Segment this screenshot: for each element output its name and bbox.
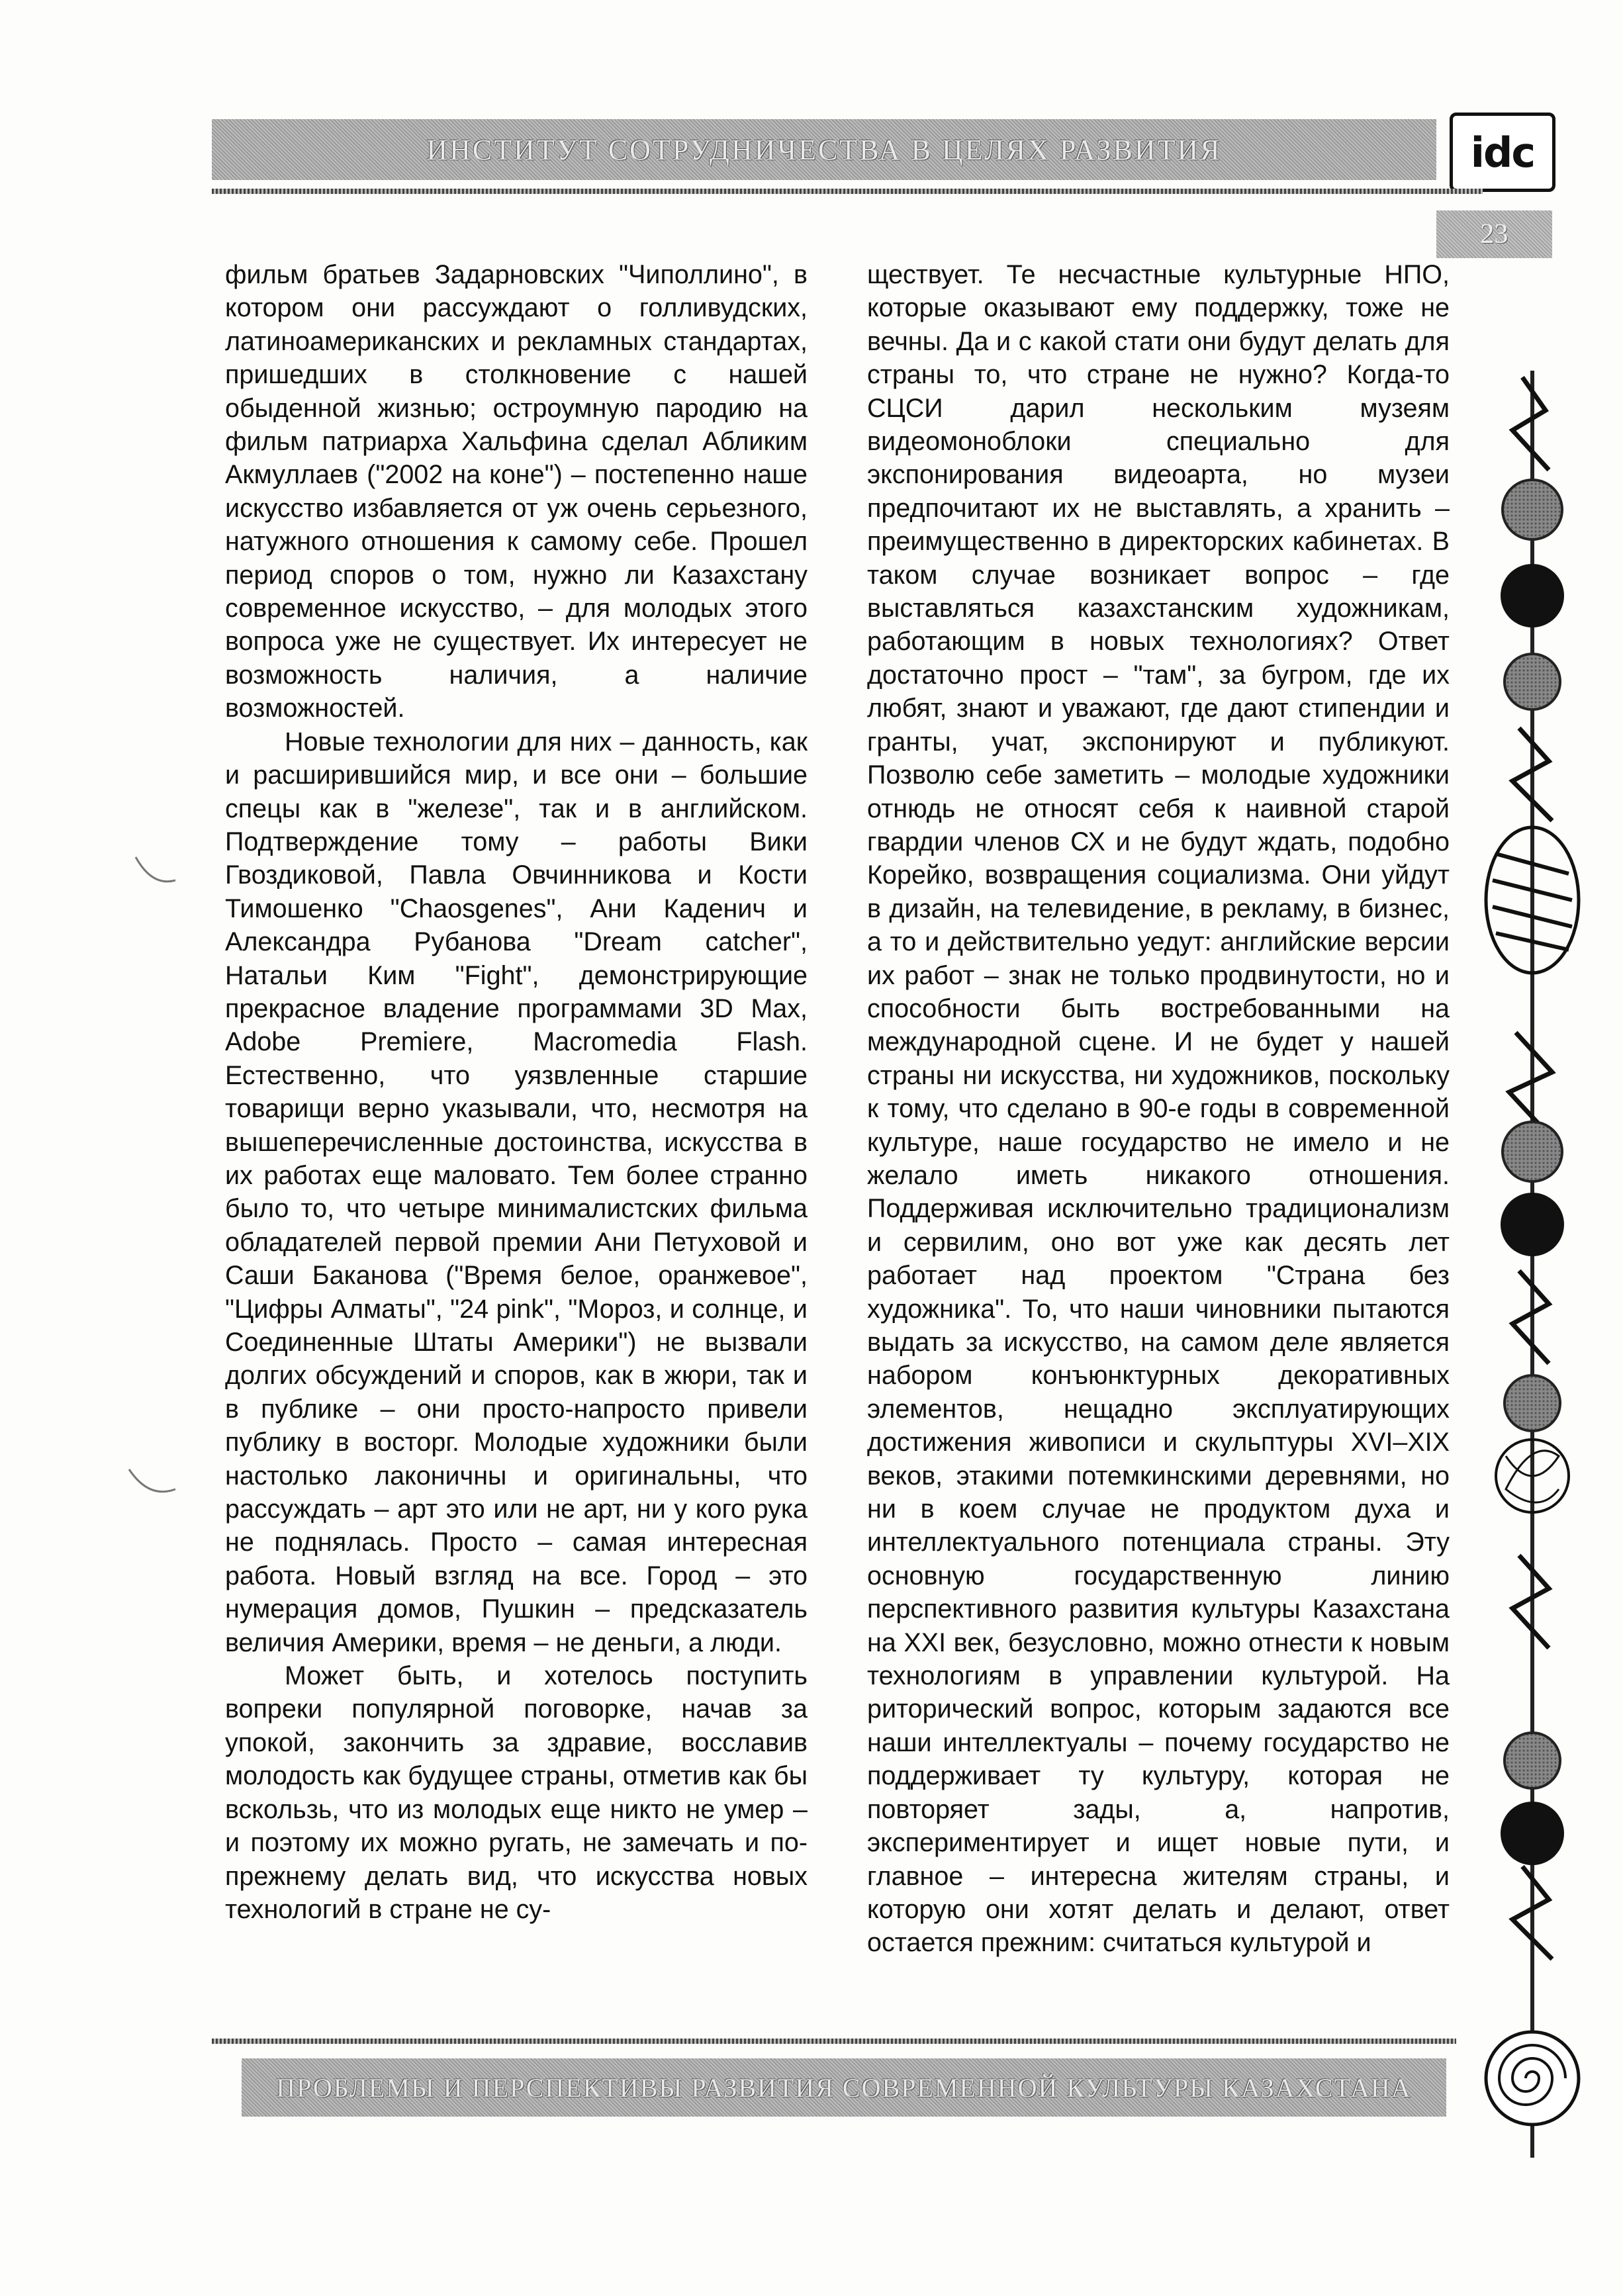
right-column: [867, 258, 1450, 1960]
idc-logo: idc: [1450, 113, 1555, 192]
left-column: [225, 258, 808, 1926]
header-divider: [212, 189, 1483, 194]
header-band: [212, 119, 1436, 180]
header-title: ИНСТИТУТ СОТРУДНИЧЕСТВА В ЦЕЛЯХ РАЗВИТИЯ: [426, 133, 1222, 166]
left-paragraph-1: фильм братьев Задарновских "Чиполлино", в котором они рассуждают о голливудских, латиноамериканских и рекламных стандартах, пришедших в столкновение с нашей обыденной жизнью; остроумную пародию на фильм патриарха Хальфина сделал Абликим Акмуллаев ("2002 на коне") – постепенно наше искусство избавляется от уж очень серьезного, натужного отношения к самому себе. Прошел период споров о том, нужно ли Казахстану современное искусство, – для молодых этого вопроса уже не существует. Их интересует не возможность наличия, а наличие возможностей.: [225, 260, 808, 723]
scan-margin-mark-icon: [126, 1463, 179, 1502]
footer-title: ПРОБЛЕМЫ И ПЕРСПЕКТИВЫ РАЗВИТИЯ СОВРЕМЕННОЙ КУЛЬТУРЫ КАЗАХСТАНА: [276, 2072, 1412, 2103]
right-paragraph-1: ществует. Те несчастные культурные НПО, которые оказывают ему поддержку, тоже не вечны. Да и с какой стати они будут делать для страны то, что стране не нужно? Когда-то СЦСИ дарил нескольким музеям видеомоноблоки специально для экспонирования видеоарта, но музеи предпочитают их не выставлять, а хранить – преимущественно в директорских кабинетах. В таком случае возникает вопрос – где выставляться казахстанским художникам, работающим в новых технологиях? Ответ достаточно прост – "там", за бугром, где их любят, знают и уважают, где дают стипендии и гранты, учат, экспонируют и публикуют. Позволю себе заметить – молодые художники отнюдь не относят себя к наивной старой гвардии членов СХ и не будут ждать, подобно Корейко, возвращения социализма. Они уйдут в дизайн, на телевидение, в рекламу, в бизнес, а то и действительно уедут: английские версии их работ – знак не только продвинутости, но и способности быть востребованными на международной сцене. И не будет у нашей страны ни искусства, ни художников, поскольку к тому, что сделано в 90-е годы в современной культуре, наше государство не имело и не желало иметь никакого отношения. Поддерживая исключительно традиционализм и сервилим, оно вот уже как десять лет работает над проектом "Страна без художника". То, что наши чиновники пытаются выдать за искусство, на самом деле является набором конъюнктурных декоративных элементов, нещадно эксплуатирующих достижения живописи и скульптуры XVI–XIX веков, этакими потемкинскими деревнями, но ни в коем случае не продуктом духа и интеллектуального потенциала страны. Эту основную государственную линию перспективного развития культуры Казахстана на XXI век, безусловно, можно отнести к новым технологиям в управлении культурой. На риторический вопрос, которым задаются все наши интеллектуалы – почему государство не поддерживает ту культуру, которая не повторяет зады, а, напротив, экспериментирует и ищет новые пути, и главное – интересна жителям страны, и которую они хотят делать и делают, ответ остается прежним: считаться культурой и: [867, 260, 1450, 1958]
footer-divider: [212, 2039, 1456, 2044]
page-number: 23: [1436, 210, 1552, 258]
footer-band: [242, 2058, 1446, 2117]
left-paragraph-2: Новые технологии для них – данность, как и расширившийся мир, и все они – большие спецы как в "железе", так и в английском. Подтверждение тому – работы Вики Гвоздиковой, Павла Овчинникова и Кости Тимошенко "Chaosgenes", Ани Каденич и Александра Рубанова "Dream catcher", Натальи Ким "Fight", демонстрирующие прекрасное владение программами 3D Max, Adobe Premiere, Macromedia Flash. Естественно, что уязвленные старшие товарищи верно указывали, что, несмотря на вышеперечисленные достоинства, искусства в их работах еще маловато. Тем более странно было то, что четыре минималистских фильма обладателей первой премии Ани Петуховой и Саши Баканова ("Время белое, оранжевое", "Цифры Алматы", "24 pink", "Мороз, и солнце, и Соединенные Штаты Америки") не вызвали долгих обсуждений и споров, как в жюри, так и в публике – они просто-напросто привели публику в восторг. Молодые художники были настолько лаконичны и оригинальны, что рассуждать – арт это или не арт, ни у кого рука не поднялась. Просто – самая интересная работа. Новый взгляд на все. Город – это нумерация домов, Пушкин – предсказатель величия Америки, время – не деньги, а люди.: [225, 727, 808, 1657]
scan-margin-mark-icon: [132, 854, 179, 894]
left-paragraph-3: Может быть, и хотелось поступить вопреки популярной поговорке, начав за упокой, закончить за здравие, восславив молодость как будущее страны, отметив как бы вскользь, что из молодых еще никто не умер – и поэтому их можно ругать, не замечать и по-прежнему делать вид, что искусства новых технологий в стране не су-: [225, 1661, 808, 1924]
decorative-border-icon: [1466, 371, 1599, 2158]
